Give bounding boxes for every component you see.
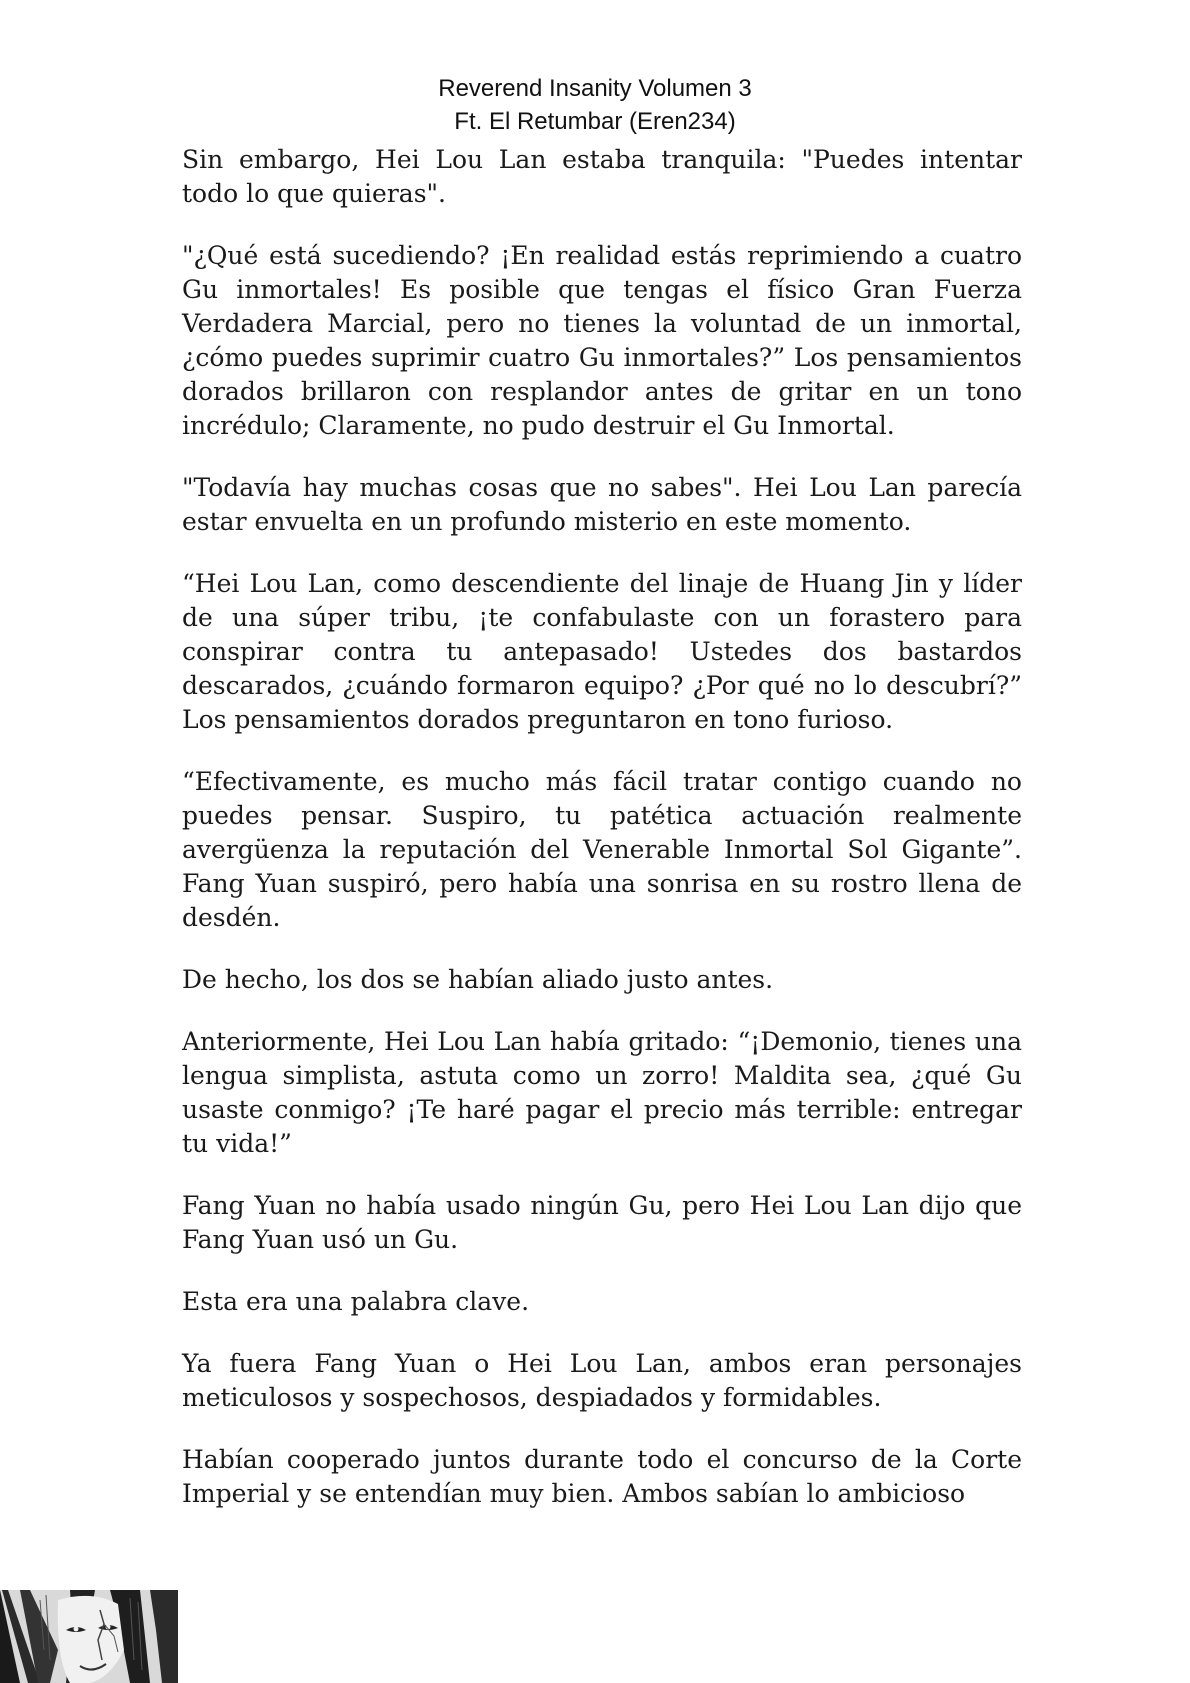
manga-portrait-image [0,1590,178,1683]
paragraph: Anteriormente, Hei Lou Lan había gritado: “¡Demonio, tienes una lengua simplista, astuta como un zorro! Maldita sea, ¿qué Gu usaste conmigo? ¡Te haré pagar el precio más terrible: entregar tu vida!” [182,1027,1022,1158]
portrait-illustration [0,1590,178,1683]
paragraph: Habían cooperado juntos durante todo el concurso de la Corte Imperial y se entendían muy bien. Ambos sabían lo ambicioso [182,1445,1022,1508]
paragraph: Fang Yuan no había usado ningún Gu, pero Hei Lou Lan dijo que Fang Yuan usó un Gu. [182,1191,1022,1254]
paragraph: De hecho, los dos se habían aliado justo antes. [182,965,774,994]
body-text [182,143,1022,1539]
page-header [0,72,1190,138]
header-subtitle: Ft. El Retumbar (Eren234) [454,108,736,135]
paragraph: "¿Qué está sucediendo? ¡En realidad estás reprimiendo a cuatro Gu inmortales! Es posible que tengas el físico Gran Fuerza Verdadera Marcial, pero no tienes la voluntad de un inmortal, ¿cómo puedes suprimir cuatro Gu inmortales?” Los pensamientos dorados brillaron con resplandor antes de gritar en un tono incrédulo; Claramente, no pudo destruir el Gu Inmortal. [182,241,1022,440]
paragraph: "Todavía hay muchas cosas que no sabes". Hei Lou Lan parecía estar envuelta en un profundo misterio en este momento. [182,473,1022,536]
paragraph: “Efectivamente, es mucho más fácil tratar contigo cuando no puedes pensar. Suspiro, tu patética actuación realmente avergüenza la reputación del Venerable Inmortal Sol Gigante”. Fang Yuan suspiró, pero había una sonrisa en su rostro llena de desdén. [182,767,1022,932]
paragraph: Sin embargo, Hei Lou Lan estaba tranquila: "Puedes intentar todo lo que quieras". [182,145,1022,208]
paragraph: Esta era una palabra clave. [182,1287,530,1316]
paragraph: “Hei Lou Lan, como descendiente del linaje de Huang Jin y líder de una súper tribu, ¡te confabulaste con un forastero para conspirar contra tu antepasado! Ustedes dos bastardos descarados, ¿cuándo formaron equipo? ¿Por qué no lo descubrí?” Los pensamientos dorados preguntaron en tono furioso. [182,569,1022,734]
header-title: Reverend Insanity Volumen 3 [438,75,752,102]
paragraph: Ya fuera Fang Yuan o Hei Lou Lan, ambos eran personajes meticulosos y sospechosos, despiadados y formidables. [182,1349,1022,1412]
